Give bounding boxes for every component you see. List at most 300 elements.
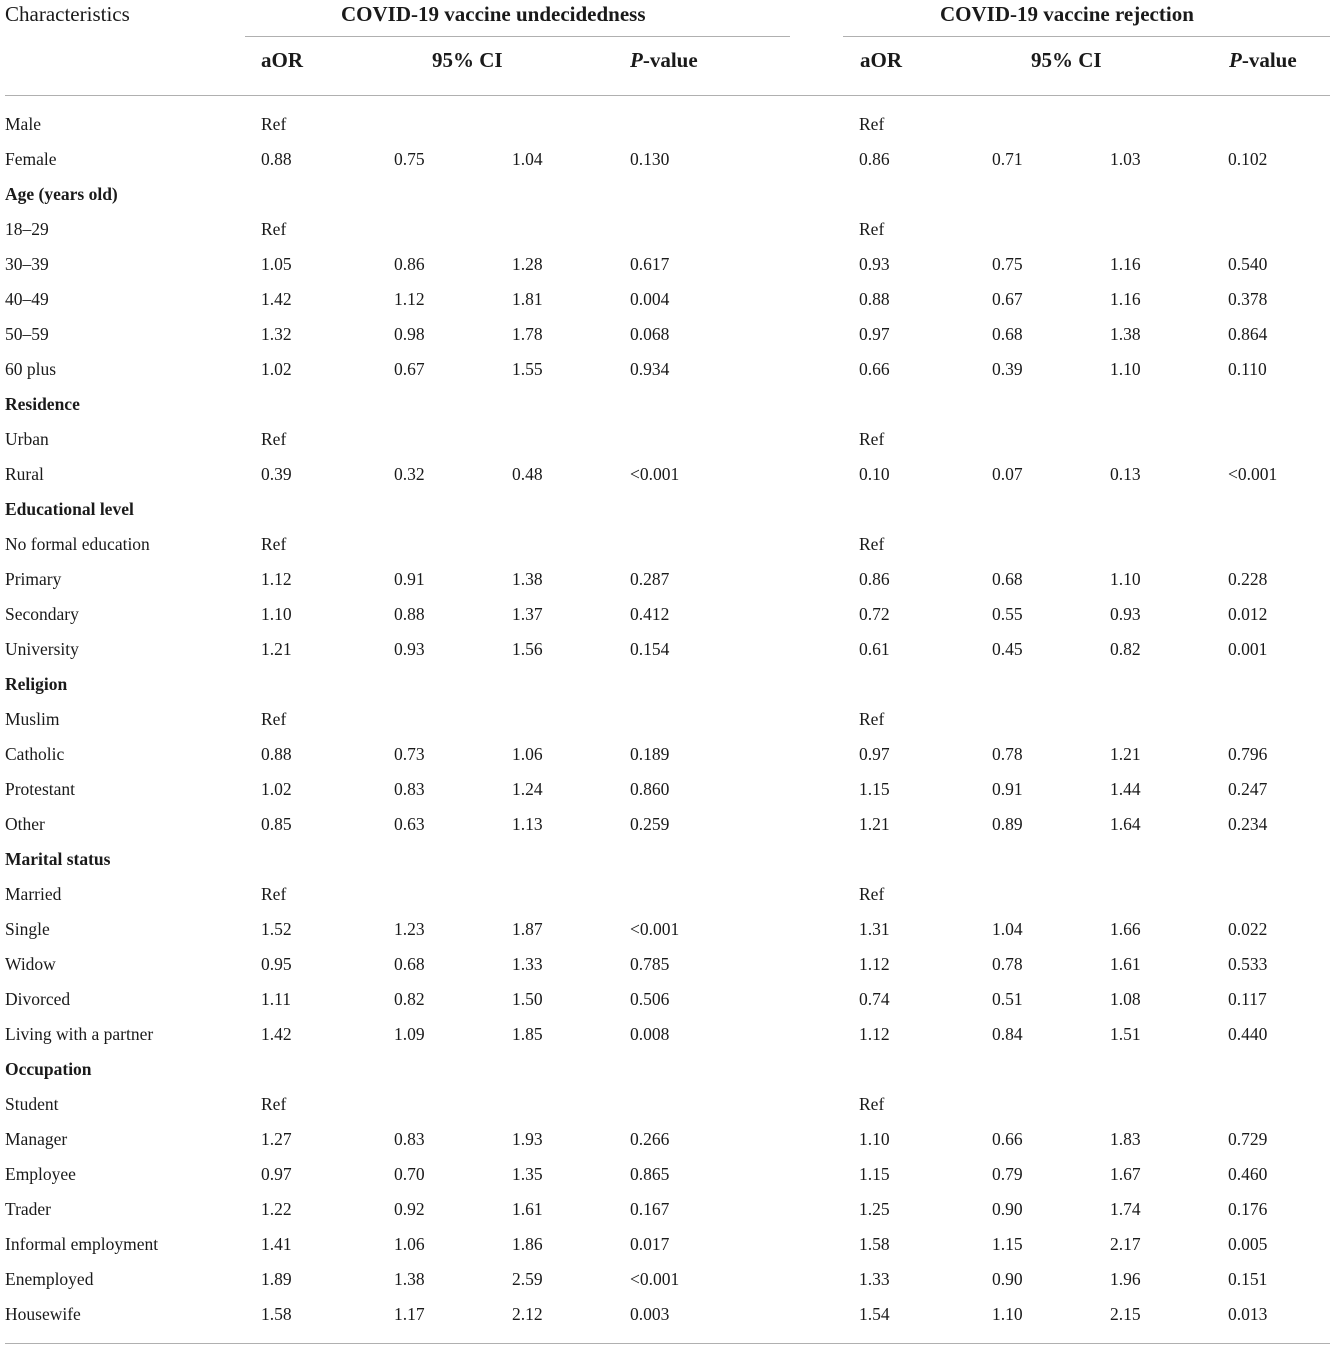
ci-high-undecided-cell: 1.93 — [512, 1129, 543, 1149]
ci-low-undecided-cell: 0.75 — [394, 149, 425, 169]
aor-rejection-cell: 1.31 — [859, 919, 890, 939]
pvalue-rejection-cell — [1228, 877, 1334, 912]
aor-rejection-cell: 0.72 — [859, 604, 890, 624]
header-bottom-rule — [5, 95, 1330, 96]
pvalue-undecided-cell: <0.001 — [630, 919, 680, 939]
table-row — [0, 457, 1334, 492]
ci-high-rejection-cell: 1.16 — [1110, 289, 1141, 309]
pvalue-undecided-cell — [630, 387, 859, 422]
ci-high-undecided-cell — [512, 877, 630, 912]
aor-undecided-cell: 1.42 — [261, 289, 292, 309]
ci-low-rejection-cell: 0.75 — [992, 254, 1023, 274]
pvalue-rejection-cell — [1228, 107, 1334, 142]
ci-low-rejection-cell: 0.78 — [992, 954, 1023, 974]
row-label: Urban — [5, 429, 49, 449]
ci-low-rejection-cell — [992, 422, 1110, 457]
table-row — [0, 212, 1334, 247]
section-label: Age (years old) — [5, 184, 118, 204]
pvalue-undecided-cell: 0.266 — [630, 1129, 670, 1149]
aor-rejection-cell: Ref — [859, 1094, 885, 1114]
ci-high-undecided-cell — [512, 1052, 630, 1087]
aor-rejection-cell — [859, 177, 992, 212]
aor-rejection-cell: Ref — [859, 884, 885, 904]
aor-undecided-cell: 0.39 — [261, 464, 292, 484]
aor-rejection-cell: 1.21 — [859, 814, 890, 834]
ci-low-undecided-cell: 0.91 — [394, 569, 425, 589]
aor-undecided-cell: Ref — [261, 884, 287, 904]
aor-undecided-cell: 1.22 — [261, 1199, 292, 1219]
ci-high-rejection-cell: 1.74 — [1110, 1199, 1141, 1219]
pvalue-rejection-cell: 0.378 — [1228, 289, 1268, 309]
table-row — [0, 982, 1334, 1017]
row-label: University — [5, 639, 79, 659]
ci-low-rejection-cell — [992, 667, 1110, 702]
ci-low-undecided-cell: 1.17 — [394, 1304, 425, 1324]
pvalue-undecided-cell: 0.934 — [630, 359, 670, 379]
aor-undecided-cell: 1.11 — [261, 989, 291, 1009]
ci-high-undecided-cell: 1.81 — [512, 289, 543, 309]
pvalue-undecided-cell: 0.287 — [630, 569, 670, 589]
ci-high-undecided-cell: 1.04 — [512, 149, 543, 169]
pvalue-undecided-cell: 0.068 — [630, 324, 670, 344]
pvalue-undecided-cell — [630, 1052, 859, 1087]
pvalue-undecided-cell — [630, 702, 859, 737]
ci-high-rejection-cell: 0.82 — [1110, 639, 1141, 659]
ci-low-undecided-cell — [394, 527, 512, 562]
pvalue-undecided-cell: 0.506 — [630, 989, 670, 1009]
ci-low-rejection-cell: 0.91 — [992, 779, 1023, 799]
ci-high-rejection-cell — [1110, 1087, 1228, 1122]
pvalue-rejection-cell — [1228, 702, 1334, 737]
row-label: 60 plus — [5, 359, 57, 379]
aor-rejection-cell: 1.25 — [859, 1199, 890, 1219]
row-label: Single — [5, 919, 50, 939]
pvalue-rejection-cell: 0.102 — [1228, 149, 1268, 169]
row-label: 50–59 — [5, 324, 49, 344]
ci-low-undecided-cell — [394, 422, 512, 457]
row-label: Divorced — [5, 989, 71, 1009]
table-row — [0, 1122, 1334, 1157]
aor-rejection-cell: 0.10 — [859, 464, 890, 484]
pvalue-undecided-cell: 0.017 — [630, 1234, 670, 1254]
ci-low-undecided-cell — [394, 842, 512, 877]
pvalue-rejection-cell: 0.729 — [1228, 1129, 1268, 1149]
ci-high-rejection-cell: 2.17 — [1110, 1234, 1141, 1254]
results-table — [0, 107, 1334, 1332]
pvalue-rejection-cell — [1228, 177, 1334, 212]
table-row — [0, 737, 1334, 772]
ci-low-undecided-cell — [394, 1087, 512, 1122]
pvalue-rejection-cell: 0.176 — [1228, 1199, 1268, 1219]
table-row — [0, 597, 1334, 632]
aor-undecided-cell: 0.88 — [261, 744, 292, 764]
ci-high-rejection-cell — [1110, 527, 1228, 562]
ci-low-undecided-cell: 0.86 — [394, 254, 425, 274]
aor-undecided-cell: 1.58 — [261, 1304, 292, 1324]
ci-high-undecided-cell: 1.85 — [512, 1024, 543, 1044]
pvalue-undecided-cell: 0.617 — [630, 254, 670, 274]
ci-low-undecided-cell — [394, 212, 512, 247]
pvalue-undecided-cell — [630, 422, 859, 457]
section-label: Religion — [5, 674, 68, 694]
ci-high-rejection-cell — [1110, 107, 1228, 142]
aor-rejection-cell: 0.86 — [859, 149, 890, 169]
aor-undecided-cell — [261, 387, 394, 422]
row-label: Secondary — [5, 604, 79, 624]
ci-low-rejection-cell: 0.67 — [992, 289, 1023, 309]
pvalue-rejection-cell — [1228, 212, 1334, 247]
ci-high-rejection-cell: 0.93 — [1110, 604, 1141, 624]
pvalue-rejection-cell: 0.012 — [1228, 604, 1268, 624]
header-rejection: COVID-19 vaccine rejection — [940, 2, 1194, 26]
aor-undecided-cell: 1.10 — [261, 604, 292, 624]
ci-high-undecided-cell — [512, 842, 630, 877]
ci-high-undecided-cell: 1.24 — [512, 779, 543, 799]
pvalue-undecided-cell — [630, 527, 859, 562]
pvalue-rejection-cell: 0.247 — [1228, 779, 1268, 799]
row-label: 18–29 — [5, 219, 49, 239]
ci-low-undecided-cell — [394, 387, 512, 422]
pvalue-undecided-cell: <0.001 — [630, 464, 680, 484]
ci-low-rejection-cell: 0.39 — [992, 359, 1023, 379]
table-row — [0, 632, 1334, 667]
aor-rejection-cell: 1.54 — [859, 1304, 890, 1324]
ci-low-undecided-cell — [394, 702, 512, 737]
aor-rejection-cell: Ref — [859, 709, 885, 729]
table-row — [0, 317, 1334, 352]
pvalue-undecided-cell: 0.412 — [630, 604, 670, 624]
aor-undecided-cell — [261, 667, 394, 702]
aor-undecided-cell: 1.21 — [261, 639, 292, 659]
pvalue-undecided-cell: <0.001 — [630, 1269, 680, 1289]
aor-rejection-cell — [859, 842, 992, 877]
ci-high-rejection-cell: 1.10 — [1110, 359, 1141, 379]
pvalue-undecided-cell: 0.154 — [630, 639, 670, 659]
ci-high-undecided-cell — [512, 107, 630, 142]
row-label: No formal education — [5, 534, 150, 554]
table-row — [0, 1227, 1334, 1262]
aor-undecided-cell: 1.27 — [261, 1129, 292, 1149]
ci-low-rejection-cell: 0.89 — [992, 814, 1023, 834]
pvalue-rejection-cell: 0.005 — [1228, 1234, 1268, 1254]
header-ci-2: 95% CI — [1031, 48, 1102, 72]
aor-rejection-cell: Ref — [859, 534, 885, 554]
pvalue-undecided-cell: 0.189 — [630, 744, 670, 764]
section-label: Marital status — [5, 849, 111, 869]
row-label: Student — [5, 1094, 59, 1114]
pvalue-undecided-cell — [630, 667, 859, 702]
pvalue-undecided-cell: 0.860 — [630, 779, 670, 799]
ci-low-rejection-cell: 0.78 — [992, 744, 1023, 764]
pvalue-rejection-cell: 0.022 — [1228, 919, 1268, 939]
ci-low-undecided-cell: 0.82 — [394, 989, 425, 1009]
pvalue-rejection-cell: 0.234 — [1228, 814, 1268, 834]
ci-high-undecided-cell: 1.56 — [512, 639, 543, 659]
row-label: Living with a partner — [5, 1024, 154, 1044]
aor-undecided-cell: Ref — [261, 1094, 287, 1114]
ci-high-rejection-cell: 1.10 — [1110, 569, 1141, 589]
ci-high-rejection-cell — [1110, 177, 1228, 212]
ci-low-undecided-cell — [394, 1052, 512, 1087]
ci-low-rejection-cell: 0.68 — [992, 569, 1023, 589]
ci-low-rejection-cell — [992, 387, 1110, 422]
section-row — [0, 492, 1334, 527]
ci-high-rejection-cell: 1.38 — [1110, 324, 1141, 344]
aor-undecided-cell — [261, 177, 394, 212]
pvalue-rejection-cell: 0.460 — [1228, 1164, 1268, 1184]
ci-low-undecided-cell: 0.32 — [394, 464, 425, 484]
row-label: Enemployed — [5, 1269, 94, 1289]
aor-rejection-cell: 0.61 — [859, 639, 890, 659]
aor-rejection-cell: Ref — [859, 219, 885, 239]
aor-rejection-cell: 1.15 — [859, 1164, 890, 1184]
aor-undecided-cell: Ref — [261, 219, 287, 239]
pvalue-undecided-cell: 0.865 — [630, 1164, 670, 1184]
ci-high-rejection-cell — [1110, 667, 1228, 702]
pvalue-undecided-cell: 0.785 — [630, 954, 670, 974]
aor-rejection-cell: 1.10 — [859, 1129, 890, 1149]
aor-undecided-cell: 1.12 — [261, 569, 292, 589]
ci-low-rejection-cell: 0.07 — [992, 464, 1023, 484]
ci-low-rejection-cell: 0.71 — [992, 149, 1023, 169]
row-label: Muslim — [5, 709, 60, 729]
p-suffix: -value — [642, 48, 698, 72]
ci-low-undecided-cell: 0.67 — [394, 359, 425, 379]
row-label: 40–49 — [5, 289, 49, 309]
ci-low-undecided-cell: 1.23 — [394, 919, 425, 939]
table-row — [0, 1017, 1334, 1052]
section-label: Educational level — [5, 499, 134, 519]
ci-low-rejection-cell: 1.10 — [992, 1304, 1023, 1324]
ci-low-undecided-cell: 0.92 — [394, 1199, 425, 1219]
ci-low-rejection-cell: 0.79 — [992, 1164, 1023, 1184]
ci-low-rejection-cell — [992, 107, 1110, 142]
aor-undecided-cell: Ref — [261, 114, 287, 134]
pvalue-rejection-cell: 0.117 — [1228, 989, 1267, 1009]
ci-high-rejection-cell: 1.64 — [1110, 814, 1141, 834]
aor-rejection-cell: 0.66 — [859, 359, 890, 379]
table-row — [0, 1087, 1334, 1122]
ci-high-rejection-cell — [1110, 212, 1228, 247]
pvalue-rejection-cell — [1228, 527, 1334, 562]
group2-underline — [843, 36, 1330, 37]
row-label: Rural — [5, 464, 44, 484]
ci-low-undecided-cell: 0.73 — [394, 744, 425, 764]
aor-undecided-cell — [261, 842, 394, 877]
section-row — [0, 842, 1334, 877]
ci-high-rejection-cell — [1110, 1052, 1228, 1087]
aor-undecided-cell — [261, 1052, 394, 1087]
aor-rejection-cell: 1.12 — [859, 1024, 890, 1044]
ci-low-undecided-cell — [394, 492, 512, 527]
ci-high-undecided-cell: 1.78 — [512, 324, 543, 344]
aor-undecided-cell: 1.89 — [261, 1269, 292, 1289]
ci-low-rejection-cell — [992, 1087, 1110, 1122]
row-label: Informal employment — [5, 1234, 159, 1254]
aor-rejection-cell: 0.93 — [859, 254, 890, 274]
ci-low-undecided-cell — [394, 667, 512, 702]
aor-undecided-cell: Ref — [261, 534, 287, 554]
results-table-body — [0, 107, 1334, 1332]
header-ci-1: 95% CI — [432, 48, 503, 72]
ci-high-undecided-cell: 1.33 — [512, 954, 543, 974]
table-row — [0, 422, 1334, 457]
ci-low-rejection-cell — [992, 212, 1110, 247]
pvalue-rejection-cell: 0.013 — [1228, 1304, 1268, 1324]
ci-high-undecided-cell: 1.50 — [512, 989, 543, 1009]
ci-high-rejection-cell: 1.96 — [1110, 1269, 1141, 1289]
section-label: Residence — [5, 394, 80, 414]
ci-high-undecided-cell — [512, 422, 630, 457]
p-suffix: -value — [1241, 48, 1297, 72]
ci-low-undecided-cell — [394, 877, 512, 912]
header-pvalue-2 — [1229, 48, 1297, 73]
ci-high-undecided-cell: 1.37 — [512, 604, 543, 624]
aor-undecided-cell: 1.42 — [261, 1024, 292, 1044]
table-row — [0, 352, 1334, 387]
ci-high-rejection-cell — [1110, 422, 1228, 457]
ci-low-undecided-cell: 1.38 — [394, 1269, 425, 1289]
aor-rejection-cell: 1.12 — [859, 954, 890, 974]
pvalue-rejection-cell: 0.540 — [1228, 254, 1268, 274]
section-row — [0, 1052, 1334, 1087]
pvalue-rejection-cell — [1228, 1087, 1334, 1122]
row-label: Widow — [5, 954, 56, 974]
table-row — [0, 247, 1334, 282]
ci-high-rejection-cell: 1.61 — [1110, 954, 1141, 974]
aor-rejection-cell: 0.88 — [859, 289, 890, 309]
ci-high-undecided-cell: 1.38 — [512, 569, 543, 589]
row-label: Female — [5, 149, 57, 169]
aor-undecided-cell: 1.05 — [261, 254, 292, 274]
ci-high-undecided-cell — [512, 1087, 630, 1122]
ci-low-rejection-cell: 0.55 — [992, 604, 1023, 624]
pvalue-rejection-cell — [1228, 842, 1334, 877]
pvalue-rejection-cell — [1228, 667, 1334, 702]
ci-high-rejection-cell: 1.16 — [1110, 254, 1141, 274]
section-row — [0, 177, 1334, 212]
ci-low-rejection-cell — [992, 877, 1110, 912]
table-row — [0, 947, 1334, 982]
table-row — [0, 877, 1334, 912]
pvalue-undecided-cell — [630, 842, 859, 877]
table-row — [0, 912, 1334, 947]
ci-low-rejection-cell — [992, 492, 1110, 527]
ci-high-rejection-cell: 2.15 — [1110, 1304, 1141, 1324]
aor-undecided-cell: Ref — [261, 709, 287, 729]
ci-low-undecided-cell: 1.06 — [394, 1234, 425, 1254]
pvalue-rejection-cell — [1228, 1052, 1334, 1087]
ci-high-rejection-cell — [1110, 492, 1228, 527]
header-pvalue-1 — [630, 48, 698, 73]
table-row — [0, 1262, 1334, 1297]
ci-high-rejection-cell — [1110, 702, 1228, 737]
ci-low-rejection-cell: 0.90 — [992, 1269, 1023, 1289]
aor-rejection-cell: 0.97 — [859, 324, 890, 344]
ci-low-undecided-cell: 0.88 — [394, 604, 425, 624]
pvalue-undecided-cell — [630, 212, 859, 247]
ci-low-undecided-cell: 0.83 — [394, 1129, 425, 1149]
row-label: 30–39 — [5, 254, 49, 274]
ci-high-undecided-cell — [512, 177, 630, 212]
pvalue-rejection-cell — [1228, 492, 1334, 527]
aor-rejection-cell: Ref — [859, 429, 885, 449]
ci-high-rejection-cell: 1.03 — [1110, 149, 1141, 169]
pvalue-rejection-cell: 0.796 — [1228, 744, 1268, 764]
ci-low-undecided-cell: 1.09 — [394, 1024, 425, 1044]
ci-high-undecided-cell: 1.13 — [512, 814, 543, 834]
pvalue-rejection-cell: 0.864 — [1228, 324, 1268, 344]
aor-rejection-cell: 0.86 — [859, 569, 890, 589]
header-aor-1: aOR — [261, 48, 303, 72]
pvalue-undecided-cell: 0.003 — [630, 1304, 670, 1324]
section-label: Occupation — [5, 1059, 92, 1079]
pvalue-rejection-cell: 0.110 — [1228, 359, 1267, 379]
row-label: Catholic — [5, 744, 65, 764]
aor-undecided-cell: 0.88 — [261, 149, 292, 169]
ci-high-undecided-cell: 1.06 — [512, 744, 543, 764]
pvalue-undecided-cell: 0.259 — [630, 814, 670, 834]
row-label: Married — [5, 884, 62, 904]
ci-low-undecided-cell: 1.12 — [394, 289, 425, 309]
ci-low-rejection-cell — [992, 527, 1110, 562]
aor-rejection-cell: 1.15 — [859, 779, 890, 799]
table-row — [0, 107, 1334, 142]
ci-high-undecided-cell: 1.87 — [512, 919, 543, 939]
ci-high-rejection-cell — [1110, 842, 1228, 877]
ci-low-undecided-cell: 0.70 — [394, 1164, 425, 1184]
p-italic: P — [1229, 48, 1242, 72]
ci-high-undecided-cell: 1.61 — [512, 1199, 543, 1219]
header-characteristics: Characteristics — [5, 2, 130, 26]
ci-high-rejection-cell: 0.13 — [1110, 464, 1141, 484]
ci-low-rejection-cell: 1.15 — [992, 1234, 1023, 1254]
header-aor-2: aOR — [860, 48, 902, 72]
ci-high-rejection-cell: 1.83 — [1110, 1129, 1141, 1149]
pvalue-rejection-cell: 0.151 — [1228, 1269, 1268, 1289]
pvalue-undecided-cell: 0.167 — [630, 1199, 670, 1219]
aor-undecided-cell: 1.41 — [261, 1234, 292, 1254]
aor-rejection-cell — [859, 1052, 992, 1087]
ci-high-rejection-cell: 1.44 — [1110, 779, 1141, 799]
aor-undecided-cell: 1.32 — [261, 324, 292, 344]
ci-low-rejection-cell: 0.68 — [992, 324, 1023, 344]
row-label: Employee — [5, 1164, 76, 1184]
aor-undecided-cell — [261, 492, 394, 527]
ci-high-undecided-cell: 2.59 — [512, 1269, 543, 1289]
aor-rejection-cell — [859, 667, 992, 702]
aor-undecided-cell: 0.95 — [261, 954, 292, 974]
table-row — [0, 702, 1334, 737]
row-label: Other — [5, 814, 45, 834]
pvalue-rejection-cell: 0.533 — [1228, 954, 1268, 974]
ci-high-undecided-cell: 1.28 — [512, 254, 543, 274]
table-row — [0, 1297, 1334, 1332]
ci-low-rejection-cell: 0.84 — [992, 1024, 1023, 1044]
ci-low-rejection-cell: 0.45 — [992, 639, 1023, 659]
table-row — [0, 562, 1334, 597]
ci-low-undecided-cell: 0.68 — [394, 954, 425, 974]
aor-rejection-cell: Ref — [859, 114, 885, 134]
ci-high-undecided-cell — [512, 492, 630, 527]
ci-low-rejection-cell — [992, 1052, 1110, 1087]
aor-rejection-cell: 0.74 — [859, 989, 890, 1009]
header-undecidedness: COVID-19 vaccine undecidedness — [341, 2, 646, 26]
ci-low-undecided-cell — [394, 177, 512, 212]
pvalue-rejection-cell: 0.228 — [1228, 569, 1268, 589]
ci-high-rejection-cell — [1110, 387, 1228, 422]
aor-undecided-cell: 1.02 — [261, 779, 292, 799]
